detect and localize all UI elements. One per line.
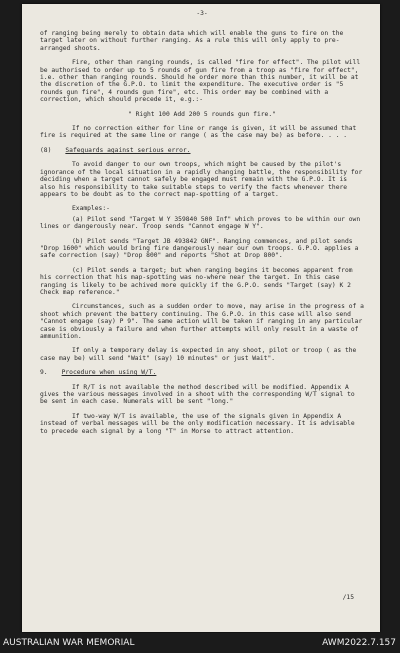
paragraph: If R/T is not available the method described will be modified. Appendix A gives the various messages involved in a shoot with the corresponding W/T signal to be sent in each case. Numerals will be sent "long." [40, 383, 355, 406]
document-page [22, 4, 380, 632]
example-a: (a) Pilot send "Target W Y 359840 500 Inf" which proves to be within our own lines or dangerously near. Troop sends "Cannot engage W Y". [40, 215, 361, 231]
examples-label: Examples:- [72, 205, 110, 213]
paragraph: If no correction either for line or range is given, it will be assumed that fire is required at the same line or range ( as the case may be) as before. . . . [40, 125, 357, 140]
example-b: (b) Pilot sends "Target JB 493842 GNF". Ranging commences, and pilot sends "Drop 1600" which would bring fire dangerously near our own troops. G.P.O. applies a safe correction (say) "Drop 800" and reports "Shot at Drop 800". [40, 237, 359, 260]
document-body [40, 10, 364, 442]
section-number: 9. [40, 369, 48, 377]
section-heading-8 [40, 147, 364, 154]
footer-accession-id: AWM2022.7.157 [322, 638, 396, 648]
section-number: (8) [40, 146, 52, 154]
handwritten-mark: /15 [342, 594, 354, 601]
example-order: " Right 100 Add 200 5 rounds gun fire." [128, 110, 276, 118]
paragraph: If two-way W/T is available, the use of the signals given in Appendix A instead of verbal messages will be the only modification necessary. It is advisable to precede each signal by a long "T" in Morse to attract attention. [40, 412, 355, 435]
section-heading-9 [40, 369, 364, 376]
footer-source: AUSTRALIAN WAR MEMORIAL [3, 638, 135, 648]
footer-bar [0, 633, 400, 653]
paragraph: If only a temporary delay is expected in any shoot, pilot or troop ( as the case may be) will send "Wait" (say) 10 minutes" or just Wait". [40, 347, 357, 362]
example-c: (c) Pilot sends a target; but when ranging begins it becomes apparent from his correction that his map-spotting was no-where near the target. In this case ranging is likely to be achived more quickly if the G.P.O. sends "Target (say) K 2 Check map reference." [40, 266, 353, 296]
paragraph: To avoid danger to our own troops, which might be caused by the pilot's ignorance of the local situation in a rapidly changing battle, the responsibility for deciding when a target cannot safely be engaged must remain with the G.P.O. It is also his responsibility to take suitable steps to verify the facts whenever there appears to be doubt as to the correct map-spotting of a target. [40, 161, 363, 198]
paragraph: of ranging being merely to obtain data which will enable the guns to fire on the target later on without further ranging. As a rule this will only apply to pre-arranged shoots. [40, 30, 344, 52]
paragraph: Circumstances, such as a sudden order to move, may arise in the progress of a shoot which prevent the battery continuing. The G.P.O. in this case will also send "Cannot engage (say) P 9". The same action will be taken if ranging in any particular case is obviously a failure and when further attempts will only result in a waste of ammunition. [40, 303, 364, 340]
section-title: Procedure when using W/T. [61, 369, 157, 377]
section-title: Safeguards against serious error. [65, 146, 191, 154]
page-number: -3- [196, 10, 208, 17]
paragraph: Fire, other than ranging rounds, is called "fire for effect". The pilot will be authorised to order up to 5 rounds of gun fire from a troop as "fire for effect", i.e. other than ranging rounds. Should he order more than this number, it will be at the discretion of the G.P.O. to limit the expenditure. The executive order is "5 rounds gun fire", 4 rounds gun fire", etc. This order may be combined with a correction, which should precede it, e.g.:- [40, 59, 361, 104]
